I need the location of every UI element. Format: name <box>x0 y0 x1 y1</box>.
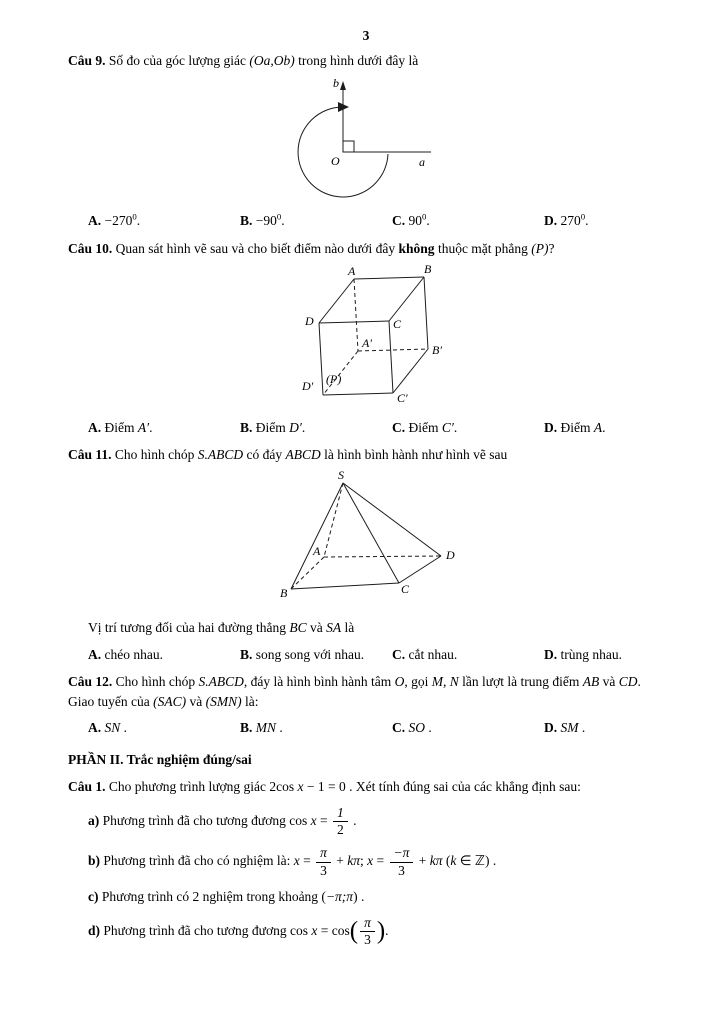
question-11-answers <box>88 645 664 665</box>
page-number: 3 <box>362 28 370 43</box>
svg-text:O: O <box>331 154 340 169</box>
ray-b-arrow-icon <box>340 81 346 90</box>
question-12-answers <box>88 718 664 738</box>
statement-d: d) Phương trình đã cho tương đương cos x = cos( $\frac{\pi}{3}$ ). <box>88 914 389 948</box>
answer-option-10b: B. Điểm D′. <box>240 419 306 435</box>
svg-text:A: A <box>313 544 321 559</box>
cube-diagram <box>286 263 446 408</box>
question-9-answers <box>88 211 664 231</box>
svg-text:C′: C′ <box>397 390 408 405</box>
svg-text:B: B <box>280 586 288 601</box>
answer-option-10d: D. Điểm A. <box>544 419 606 435</box>
pyramid-diagram <box>266 469 466 607</box>
question-11-stem: Câu 11. Cho hình chóp S.ABCD có đáy ABCD là hình bình hành như hình vẽ sau <box>68 447 508 462</box>
svg-text:b: b <box>333 76 339 91</box>
answer-option-12a: A. SN . <box>88 720 128 736</box>
svg-text:B: B <box>424 261 432 276</box>
question-10-figure <box>68 263 664 412</box>
svg-text:S: S <box>338 468 344 483</box>
question-9-figure <box>68 75 664 205</box>
pyramid-diagram-labels <box>280 468 455 600</box>
angle-diagram <box>281 75 451 201</box>
question-11-figure <box>68 469 664 611</box>
answer-option-9c: C. $90^0$. <box>392 211 430 229</box>
svg-text:A: A <box>348 263 356 278</box>
answer-option-10a: A. Điểm A′. <box>88 419 153 435</box>
question-10-stem: Câu 10. Quan sát hình vẽ sau và cho biết điểm nào dưới đây không thuộc mặt phẳng (P)? <box>68 240 555 256</box>
answer-option-9a: A. $-270^0$. <box>88 211 141 229</box>
answer-option-11b: B. song song với nhau. <box>240 646 365 662</box>
answer-option-11d: D. trùng nhau. <box>544 646 622 662</box>
answer-option-9b: B. $-90^0$. <box>240 211 285 229</box>
svg-text:A′: A′ <box>362 335 372 350</box>
answer-option-12b: B. MN . <box>240 720 283 736</box>
svg-text:(P): (P) <box>326 371 342 386</box>
statement-a: a) Phương trình đã cho tương đương cos x = $\frac{1}{2}$ . <box>88 805 357 838</box>
question-12-stem: Câu 12. Cho hình chóp S.ABCD, đáy là hình bình hành tâm O, gọi M, N lần lượt là trung điểm AB và CD. Giao tuyến của (SAC) và (SMN) là: <box>68 673 641 709</box>
part-2-heading: PHẦN II. Trắc nghiệm đúng/sai <box>68 751 252 767</box>
statement-c: c) Phương trình có 2 nghiệm trong khoảng (−π;π) . <box>88 888 365 904</box>
svg-text:D: D <box>305 313 314 328</box>
question-11-subline: Vị trí tương đối của hai đường thẳng BC và SA là <box>88 620 355 636</box>
svg-text:B′: B′ <box>432 342 442 357</box>
answer-option-9d: D. $270^0$. <box>544 211 589 229</box>
question-9-stem: Câu 9. Số đo của góc lượng giác (Oa,Ob) trong hình dưới đây là <box>68 53 419 68</box>
answer-option-12c: C. SO . <box>392 720 432 736</box>
question-10-answers <box>88 418 664 438</box>
svg-text:D′: D′ <box>302 378 314 393</box>
svg-text:C: C <box>401 582 410 597</box>
svg-text:a: a <box>419 155 425 170</box>
answer-option-12d: D. SM . <box>544 720 586 736</box>
answer-option-11a: A. chéo nhau. <box>88 646 163 662</box>
svg-text:C: C <box>393 316 402 331</box>
answer-option-11c: C. cắt nhau. <box>392 646 458 662</box>
answer-option-10c: C. Điểm C′. <box>392 419 458 435</box>
svg-text:D: D <box>446 548 455 563</box>
statement-b: b) Phương trình đã cho có nghiệm là: x = $\frac{\pi}{3}$ + kπ; x = $\frac{-\pi}{3}$ + kπ (k ∈ ℤ) . <box>88 845 497 878</box>
part2-question-1-stem: Câu 1. Cho phương trình lượng giác 2cos x − 1 = 0 . Xét tính đúng sai của các khẳng định sau: <box>68 778 581 794</box>
